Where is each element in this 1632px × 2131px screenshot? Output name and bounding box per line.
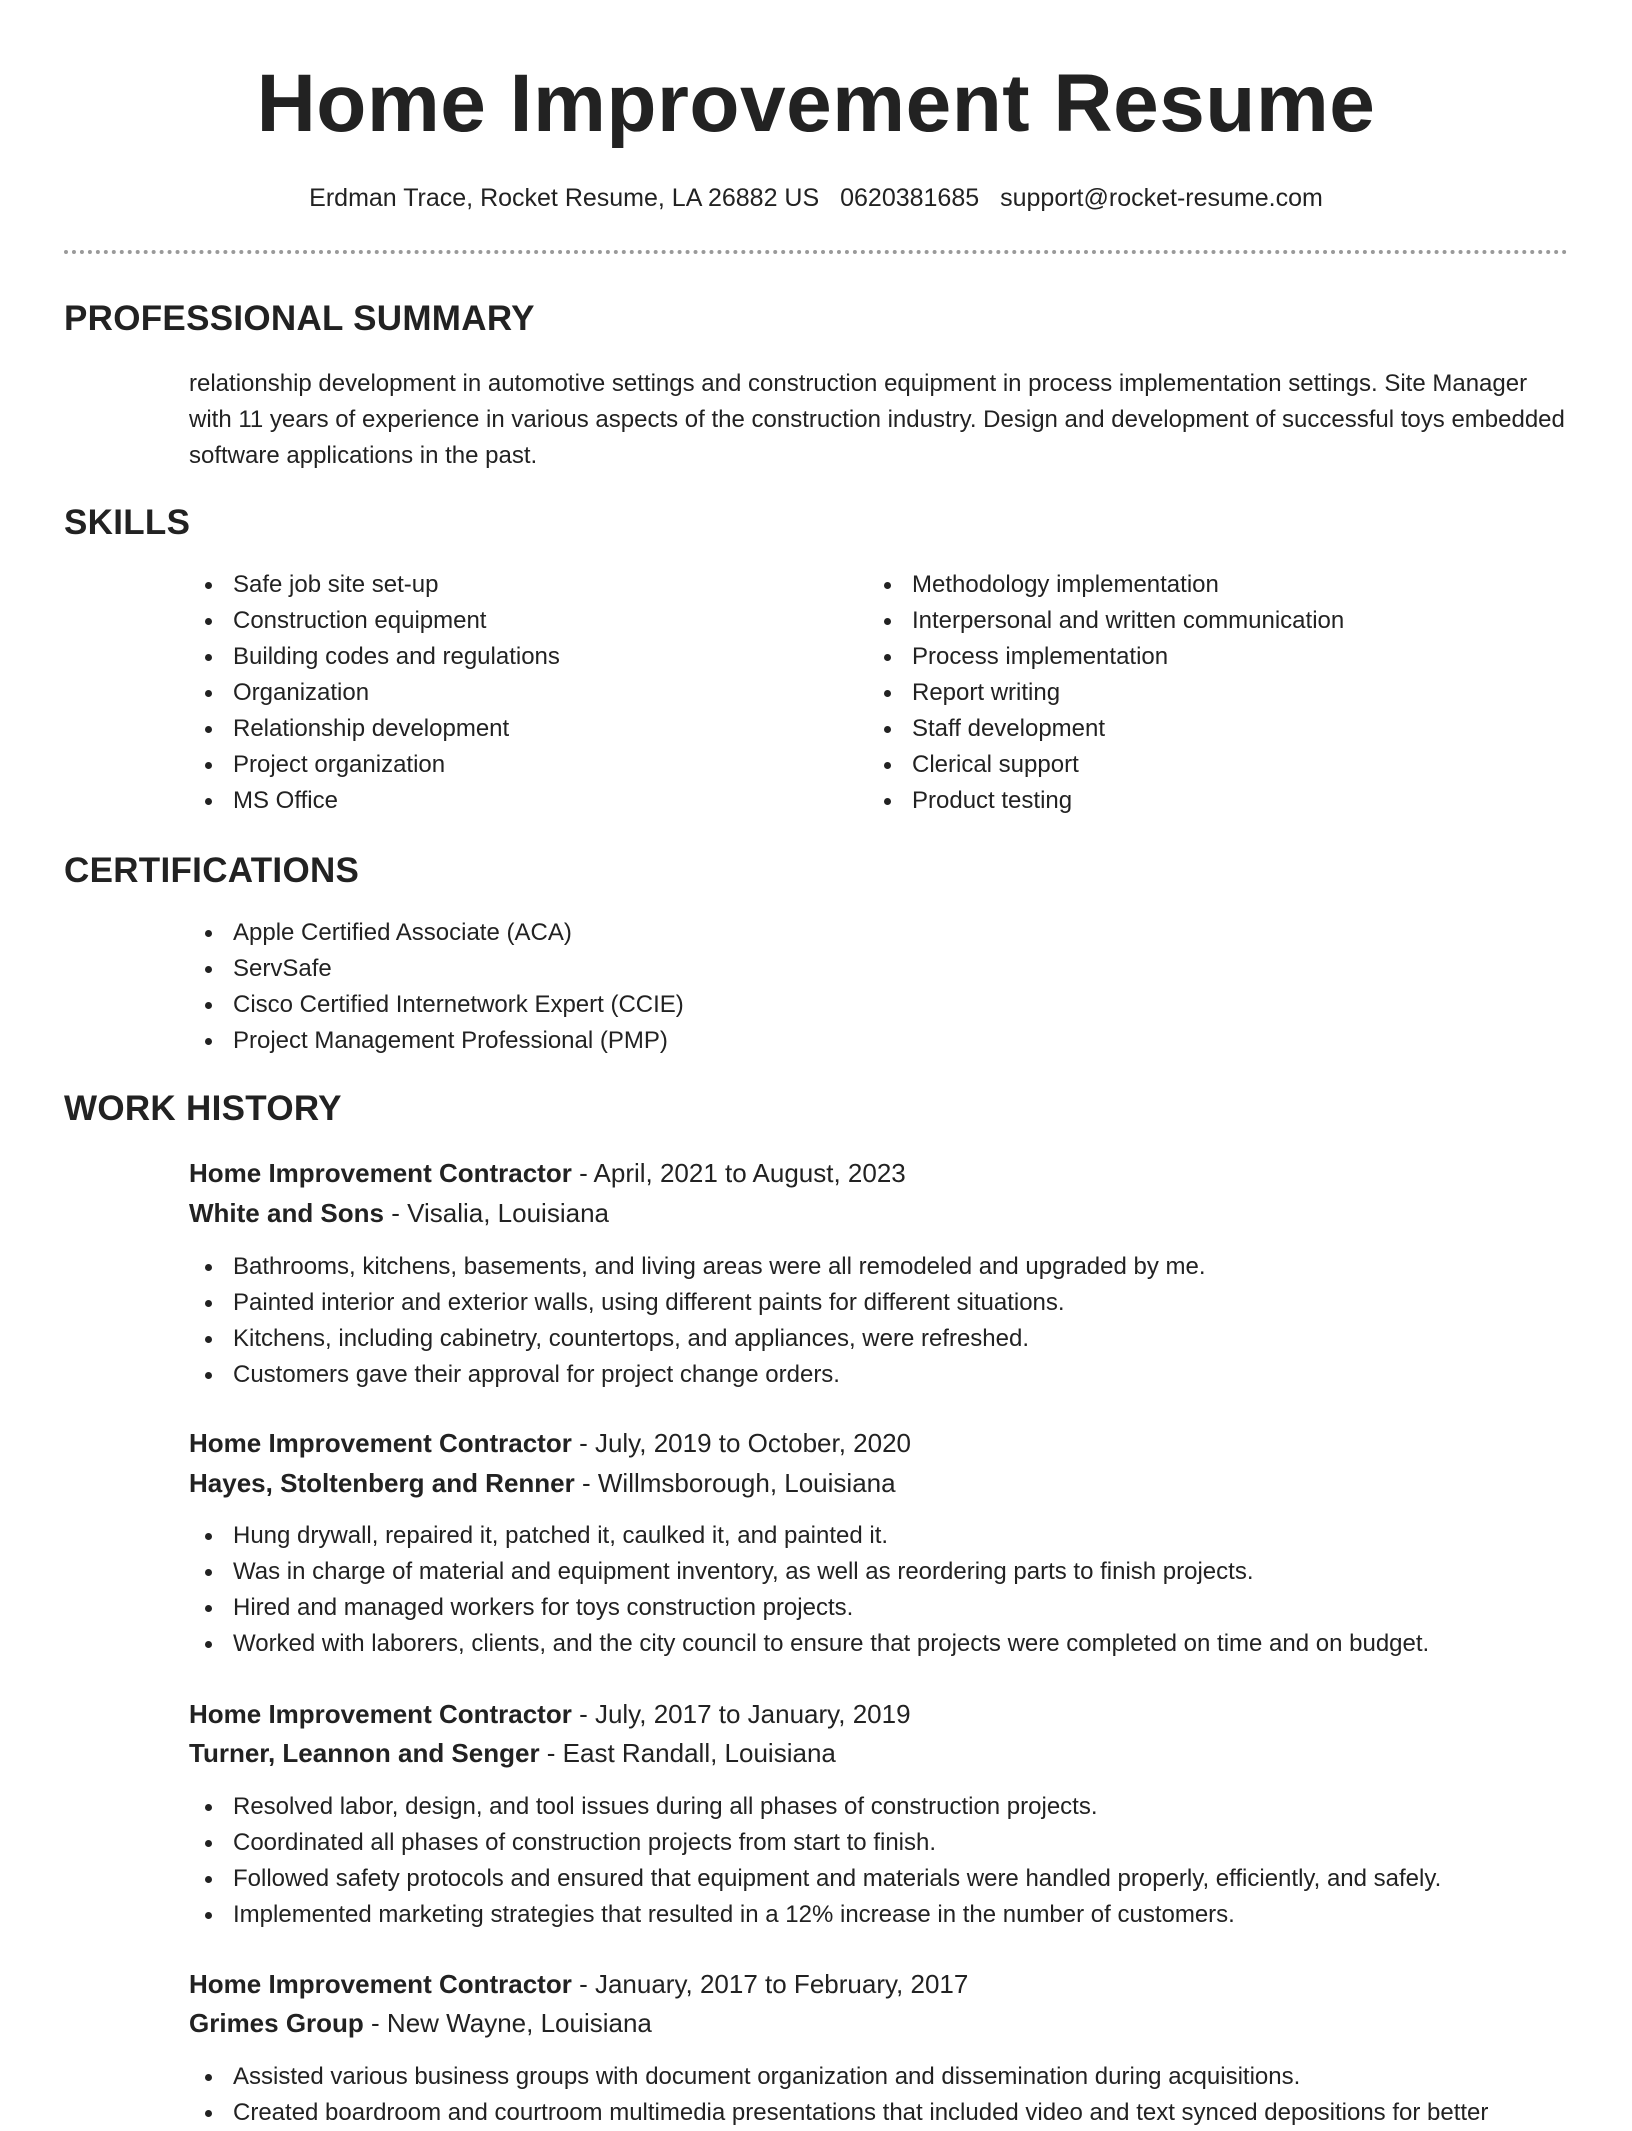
skill-text: Report writing — [912, 679, 1061, 706]
job-bullets — [189, 1789, 1441, 1933]
job-bullet — [189, 1626, 1429, 1662]
job-dates: - July, 2017 to January, 2019 — [571, 1699, 911, 1729]
job-company: Hayes, Stoltenberg and Renner — [189, 1468, 575, 1498]
job-role: Home Improvement Contractor — [189, 1158, 572, 1188]
skill-item — [868, 711, 1344, 747]
skill-item — [868, 603, 1344, 639]
job-role: Home Improvement Contractor — [189, 1428, 572, 1458]
job-bullet-text: Kitchens, including cabinetry, countertops, and appliances, were refreshed. — [233, 1325, 1030, 1352]
bullet-icon — [205, 1912, 212, 1919]
skill-text: Staff development — [912, 715, 1106, 742]
skill-text: Building codes and regulations — [233, 643, 560, 670]
skill-item — [868, 639, 1344, 675]
job-bullet-text: Hung drywall, repaired it, patched it, caulked it, and painted it. — [233, 1522, 889, 1549]
certification-item — [189, 915, 684, 951]
skill-text: Clerical support — [912, 751, 1079, 778]
bullet-icon — [205, 798, 212, 805]
skill-text: Product testing — [912, 787, 1073, 814]
job-bullet-text: Hired and managed workers for toys construction projects. — [233, 1594, 854, 1621]
bullet-icon — [884, 762, 891, 769]
job-bullet — [189, 1249, 1206, 1285]
skill-item — [189, 567, 560, 603]
bullet-icon — [884, 582, 891, 589]
job-bullet — [189, 2095, 1488, 2131]
skill-text: Construction equipment — [233, 607, 487, 634]
skill-text: Process implementation — [912, 643, 1169, 670]
job-bullet — [189, 1861, 1441, 1897]
bullet-icon — [205, 1605, 212, 1612]
job-location: - New Wayne, Louisiana — [363, 2008, 652, 2038]
skill-text: MS Office — [233, 787, 338, 814]
bullet-icon — [205, 2074, 212, 2081]
bullet-icon — [884, 654, 891, 661]
job-title-line — [189, 1694, 911, 1734]
contact-info — [0, 182, 1632, 214]
bullet-icon — [205, 654, 212, 661]
bullet-icon — [205, 690, 212, 697]
job-bullet — [189, 1789, 1441, 1825]
bullet-icon — [205, 762, 212, 769]
job-location: - East Randall, Louisiana — [539, 1738, 836, 1768]
bullet-icon — [205, 1002, 212, 1009]
bullet-icon — [205, 1804, 212, 1811]
work-history-heading: WORK HISTORY — [64, 1089, 342, 1128]
skills-heading: SKILLS — [64, 503, 191, 542]
skill-item — [868, 783, 1344, 819]
bullet-icon — [884, 618, 891, 625]
certification-item — [189, 987, 684, 1023]
job-company-line — [189, 1193, 609, 1233]
job-dates: - July, 2019 to October, 2020 — [571, 1428, 912, 1458]
resume-title: Home Improvement Resume — [256, 58, 1376, 149]
skill-text: Organization — [233, 679, 370, 706]
job-bullet-text: Painted interior and exterior walls, using different paints for different situations. — [233, 1289, 1065, 1316]
job-bullet — [189, 1554, 1429, 1590]
job-bullet-text: Followed safety protocols and ensured that equipment and materials were handled properly, efficiently, and safely. — [233, 1865, 1442, 1892]
job-bullet-text: Resolved labor, design, and tool issues during all phases of construction projects. — [233, 1793, 1098, 1820]
summary-text: relationship development in automotive settings and construction equipment in process implementation settings. Site Manager with 11 years of experience in various aspects of the construction industry. Design and development of successful toys embedded software applications in the past. — [189, 370, 1565, 469]
certification-text: Apple Certified Associate (ACA) — [233, 919, 572, 946]
contact-email: support@rocket-resume.com — [1000, 184, 1323, 212]
skill-item — [189, 711, 560, 747]
bullet-icon — [884, 726, 891, 733]
job-bullet-text: Was in charge of material and equipment inventory, as well as reordering parts to finish projects. — [233, 1558, 1254, 1585]
skill-text: Methodology implementation — [912, 571, 1219, 598]
job-dates: - April, 2021 to August, 2023 — [571, 1158, 906, 1188]
bullet-icon — [205, 1533, 212, 1540]
job-title-line — [189, 1423, 911, 1463]
certification-text: Project Management Professional (PMP) — [233, 1027, 668, 1054]
job-bullet-text: Customers gave their approval for project change orders. — [233, 1361, 840, 1388]
skill-item — [189, 747, 560, 783]
job-role: Home Improvement Contractor — [189, 1699, 572, 1729]
job-title-line — [189, 1964, 968, 2004]
certification-text: Cisco Certified Internetwork Expert (CCIE) — [233, 991, 684, 1018]
bullet-icon — [205, 930, 212, 937]
job-location: - Visalia, Louisiana — [384, 1198, 609, 1228]
job-bullet — [189, 1357, 1206, 1393]
skill-item — [189, 603, 560, 639]
skill-item — [868, 747, 1344, 783]
certifications-list — [189, 915, 684, 1059]
job-bullet-text: Created boardroom and courtroom multimedia presentations that included video and text synced depositions for better — [233, 2099, 1489, 2126]
bullet-icon — [205, 1840, 212, 1847]
job-bullet-text: Implemented marketing strategies that resulted in a 12% increase in the number of customers. — [233, 1901, 1235, 1928]
job-bullet — [189, 1897, 1441, 1933]
job-bullet — [189, 1590, 1429, 1626]
job-location: - Willmsborough, Louisiana — [574, 1468, 896, 1498]
skill-item — [189, 639, 560, 675]
bullet-icon — [205, 1038, 212, 1045]
job-dates: - January, 2017 to February, 2017 — [571, 1969, 969, 1999]
job-bullet-text: Coordinated all phases of construction projects from start to finish. — [233, 1829, 937, 1856]
job-company-line — [189, 2003, 652, 2043]
summary-heading: PROFESSIONAL SUMMARY — [64, 299, 535, 338]
bullet-icon — [205, 2110, 212, 2117]
bullet-icon — [205, 1300, 212, 1307]
job-bullet — [189, 1518, 1429, 1554]
job-company-line — [189, 1733, 836, 1773]
job-title-line — [189, 1153, 906, 1193]
job-bullets — [189, 1249, 1206, 1393]
certification-item — [189, 951, 684, 987]
skill-text: Interpersonal and written communication — [912, 607, 1345, 634]
bullet-icon — [205, 1876, 212, 1883]
job-bullet-text: Bathrooms, kitchens, basements, and living areas were all remodeled and upgraded by me. — [233, 1253, 1206, 1280]
bullet-icon — [884, 690, 891, 697]
skill-item — [868, 567, 1344, 603]
certification-item — [189, 1023, 684, 1059]
job-bullet — [189, 1825, 1441, 1861]
skill-text: Safe job site set-up — [233, 571, 439, 598]
job-bullet — [189, 1321, 1206, 1357]
job-company: Turner, Leannon and Senger — [189, 1738, 540, 1768]
skill-item — [868, 675, 1344, 711]
bullet-icon — [205, 1569, 212, 1576]
job-company: Grimes Group — [189, 2008, 364, 2038]
contact-address: Erdman Trace, Rocket Resume, LA 26882 US — [309, 184, 820, 212]
contact-phone: 0620381685 — [840, 184, 980, 212]
bullet-icon — [205, 1336, 212, 1343]
job-bullet-text: Assisted various business groups with document organization and dissemination during acquisitions. — [233, 2063, 1301, 2090]
certification-text: ServSafe — [233, 955, 332, 982]
bullet-icon — [205, 618, 212, 625]
job-bullet — [189, 2059, 1488, 2095]
job-bullets — [189, 1518, 1429, 1662]
job-bullets — [189, 2059, 1488, 2131]
job-company: White and Sons — [189, 1198, 384, 1228]
skills-list-left — [189, 567, 560, 819]
bullet-icon — [205, 966, 212, 973]
bullet-icon — [205, 1372, 212, 1379]
job-bullet-text: Worked with laborers, clients, and the city council to ensure that projects were completed on time and on budget. — [233, 1630, 1430, 1657]
bullet-icon — [205, 726, 212, 733]
skill-item — [189, 675, 560, 711]
bullet-icon — [884, 798, 891, 805]
bullet-icon — [205, 582, 212, 589]
bullet-icon — [205, 1641, 212, 1648]
certifications-heading: CERTIFICATIONS — [64, 851, 360, 890]
skill-text: Relationship development — [233, 715, 510, 742]
job-role: Home Improvement Contractor — [189, 1969, 572, 1999]
bullet-icon — [205, 1264, 212, 1271]
header-divider — [64, 250, 1568, 254]
skill-text: Project organization — [233, 751, 446, 778]
job-bullet — [189, 1285, 1206, 1321]
skills-list-right — [868, 567, 1344, 819]
skill-item — [189, 783, 560, 819]
job-company-line — [189, 1463, 896, 1503]
